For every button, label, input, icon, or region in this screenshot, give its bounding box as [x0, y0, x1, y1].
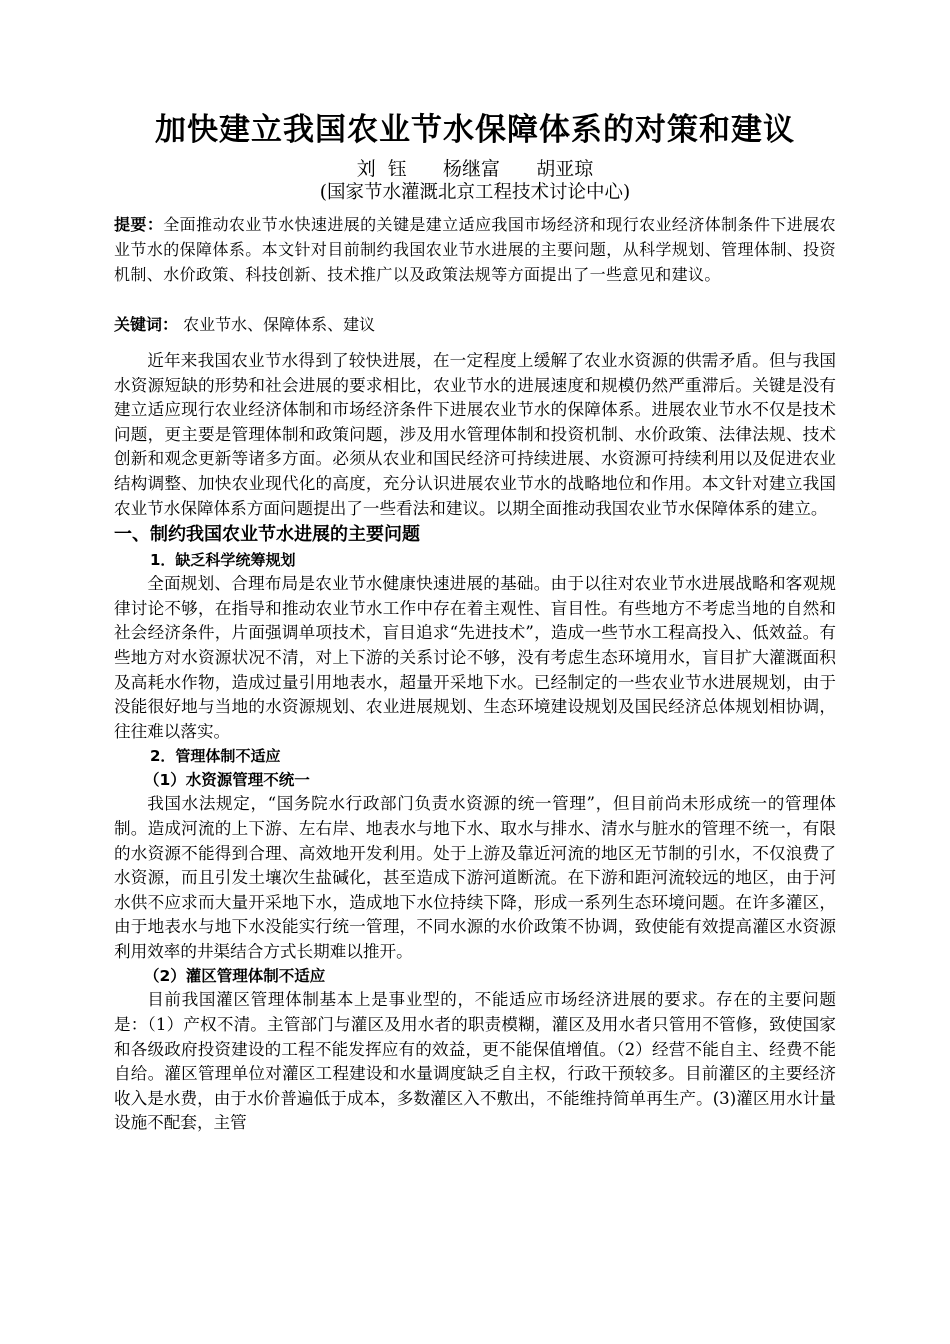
subsubsection-heading: （1）水资源管理不统一 [144, 771, 310, 790]
subsubsection-heading: （2）灌区管理体制不适应 [144, 967, 326, 986]
section-heading: 一、制约我国农业节水进展的主要问题 [114, 524, 420, 546]
abstract-label: 提要： [114, 215, 164, 234]
keywords-label: 关键词： [114, 315, 179, 334]
subsection-heading: 1．缺乏科学统筹规划 [150, 551, 296, 570]
body-paragraph: 目前我国灌区管理体制基本上是事业型的，不能适应市场经济进展的要求。存在的主要问题是：（1）产权不清。主管部门与灌区及用水者的职责模糊，灌区及用水者只管用不管修，致使国家和各级政府投资建设的工程不能发挥应有的效益，更不能保值增值。（2）经营不能自主、经费不能自给。灌区管理单位对灌区工程建设和水量调度缺乏自主权，行政干预较多。目前灌区的主要经济收入是水费，由于水价普遍低于成本，多数灌区入不敷出，不能维持简单再生产。(3)灌区用水计量设施不配套，主管 [114, 990, 836, 1133]
intro-paragraph: 近年来我国农业节水得到了较快进展，在一定程度上缓解了农业水资源的供需矛盾。但与我国水资源短缺的形势和社会进展的要求相比，农业节水的进展速度和规模仍然严重滞后。关键是没有建立适应现行农业经济体制和市场经济条件下进展农业节水的保障体系。进展农业节水不仅是技术问题，更主要是管理体制和政策问题，涉及用水管理体制和投资机制、水价政策、法律法规、技术创新和观念更新等诸多方面。必须从农业和国民经济可持续进展、水资源可持续利用以及促进农业结构调整、加快农业现代化的高度，充分认识进展农业节水的战略地位和作用。本文针对建立我国农业节水保障体系方面问题提出了一些看法和建议。以期全面推动我国农业节水保障体系的建立。 [114, 351, 836, 518]
author-list: 刘 钰 杨继富 胡亚琼 [356, 158, 594, 180]
keywords [114, 312, 836, 337]
keywords-text: 农业节水、保障体系、建议 [178, 315, 376, 334]
body-paragraph: 我国水法规定，“国务院水行政部门负责水资源的统一管理”，但目前尚未形成统一的管理体制。造成河流的上下游、左右岸、地表水与地下水、取水与排水、清水与脏水的管理不统一，有限的水资源不能得到合理、高效地开发利用。处于上游及靠近河流的地区无节制的引水，不仅浪费了水资源，而且引发土壤次生盐碱化，甚至造成下游河道断流。在下游和距河流较远的地区，由于河水供不应求而大量开采地下水，造成地下水位持续下降，形成一系列生态环境问题。在许多灌区，由于地表水与地下水没能实行统一管理，不同水源的水价政策不协调，致使能有效提高灌区水资源利用效率的井渠结合方式长期难以推开。 [114, 794, 836, 961]
body-paragraph: 全面规划、合理布局是农业节水健康快速进展的基础。由于以往对农业节水进展战略和客观规律讨论不够，在指导和推动农业节水工作中存在着主观性、盲目性。有些地方不考虑当地的自然和社会经济条件，片面强调单项技术，盲目追求“先进技术”，造成一些节水工程高投入、低效益。有些地方对水资源状况不清，对上下游的关系讨论不够，没有考虑生态环境用水，盲目扩大灌溉面积及高耗水作物，造成过量引用地表水，超量开采地下水。已经制定的一些农业节水进展规划，由于没能很好地与当地的水资源规划、农业进展规划、生态环境建设规划及国民经济总体规划相协调，往往难以落实。 [114, 574, 836, 741]
abstract [114, 212, 836, 287]
document-title: 加快建立我国农业节水保障体系的对策和建议 [155, 112, 795, 148]
abstract-text: 全面推动农业节水快速进展的关键是建立适应我国市场经济和现行农业经济体制条件下进展农业节水的保障体系。本文针对目前制约我国农业节水进展的主要问题，从科学规划、管理体制、投资机制、水价政策、科技创新、技术推广以及政策法规等方面提出了一些意见和建议。 [114, 215, 836, 284]
subsection-heading: 2．管理体制不适应 [150, 747, 281, 766]
document-body [114, 349, 836, 1136]
affiliation: (国家节水灌溉北京工程技术讨论中心) [319, 182, 631, 203]
